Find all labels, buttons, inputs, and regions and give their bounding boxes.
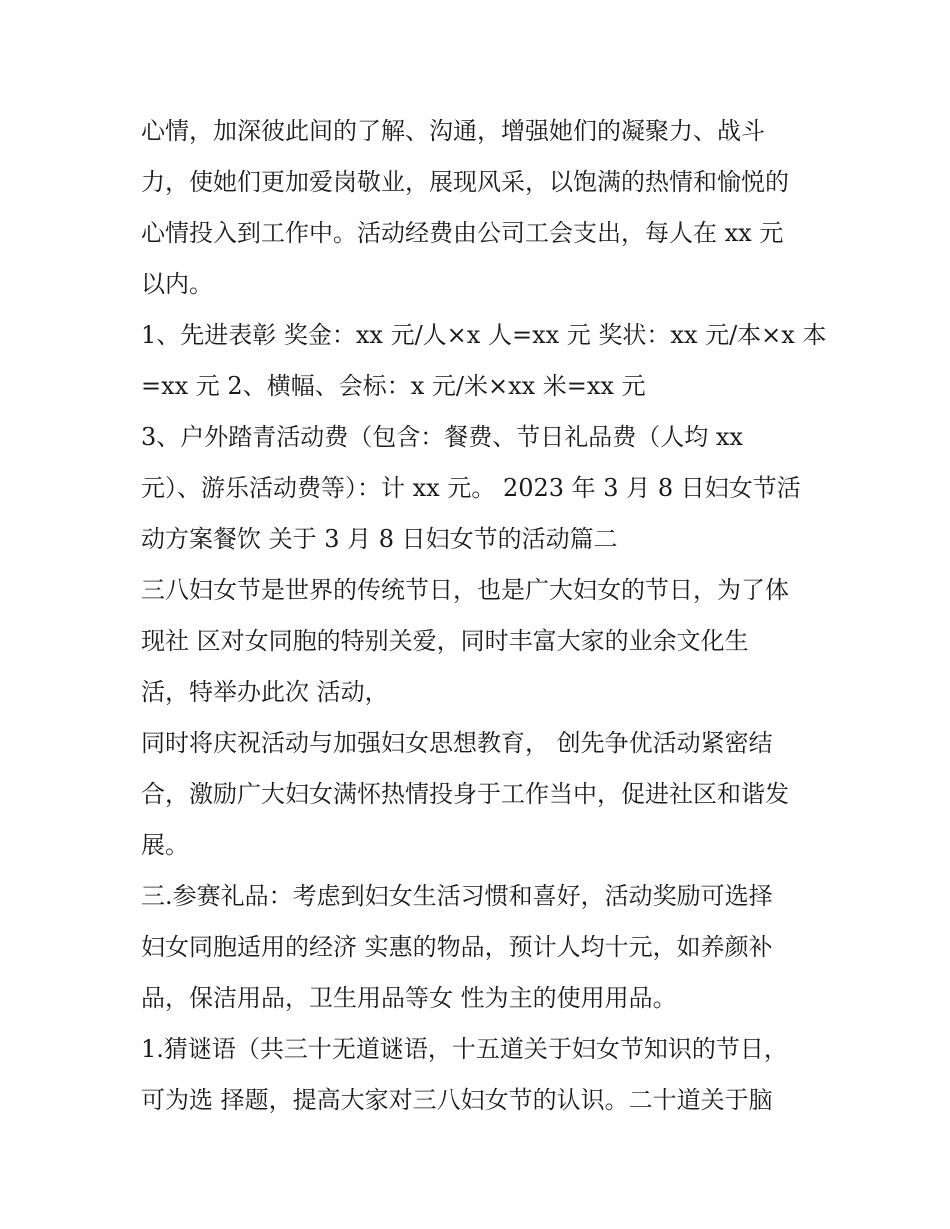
text-line: 可为选 择题，提高大家对三八妇女节的认识。二十道关于脑	[141, 1086, 773, 1114]
text-line: 元）、游乐活动费等）：计 xx 元。 2023 年 3 月 8 日妇女节活	[141, 474, 801, 502]
text-line: 三.参赛礼品：考虑到妇女生活习惯和喜好，活动奖励可选择	[141, 882, 773, 910]
text-line: 心情，加深彼此间的了解、沟通，增强她们的凝聚力、战斗	[141, 117, 765, 145]
text-line: 1、先进表彰 奖金：xx 元/人×x 人=xx 元 奖状：xx 元/本×x 本	[141, 321, 827, 349]
text-line: 现社 区对女同胞的特别关爱，同时丰富大家的业余文化生	[141, 627, 749, 655]
text-line: 活，特举办此次 活动，	[141, 678, 389, 706]
text-line: 三八妇女节是世界的传统节日，也是广大妇女的节日，为了体	[141, 576, 789, 604]
text-line: 心情投入到工作中。活动经费由公司工会支出，每人在 xx 元	[141, 219, 784, 247]
text-line: =xx 元 2、横幅、会标：x 元/米×xx 米=xx 元	[141, 372, 646, 400]
text-line: 3、户外踏青活动费（包含：餐费、节日礼品费（人均 xx	[141, 423, 743, 451]
text-line: 力，使她们更加爱岗敬业，展现风采，以饱满的热情和愉悦的	[141, 168, 789, 196]
text-line: 展。	[141, 831, 189, 859]
text-line: 1.猜谜语（共三十无道谜语，十五道关于妇女节知识的节日，	[141, 1035, 788, 1063]
text-line: 以内。	[141, 270, 213, 298]
text-line: 合，激励广大妇女满怀热情投身于工作当中，促进社区和谐发	[141, 780, 789, 808]
document-body	[141, 106, 831, 1126]
text-line: 品，保洁用品，卫生用品等女 性为主的使用用品。	[141, 984, 677, 1012]
text-line: 动方案餐饮 关于 3 月 8 日妇女节的活动篇二	[141, 525, 618, 553]
text-line: 妇女同胞适用的经济 实惠的物品，预计人均十元，如养颜补	[141, 933, 773, 961]
text-line: 同时将庆祝活动与加强妇女思想教育， 创先争优活动紧密结	[141, 729, 773, 757]
